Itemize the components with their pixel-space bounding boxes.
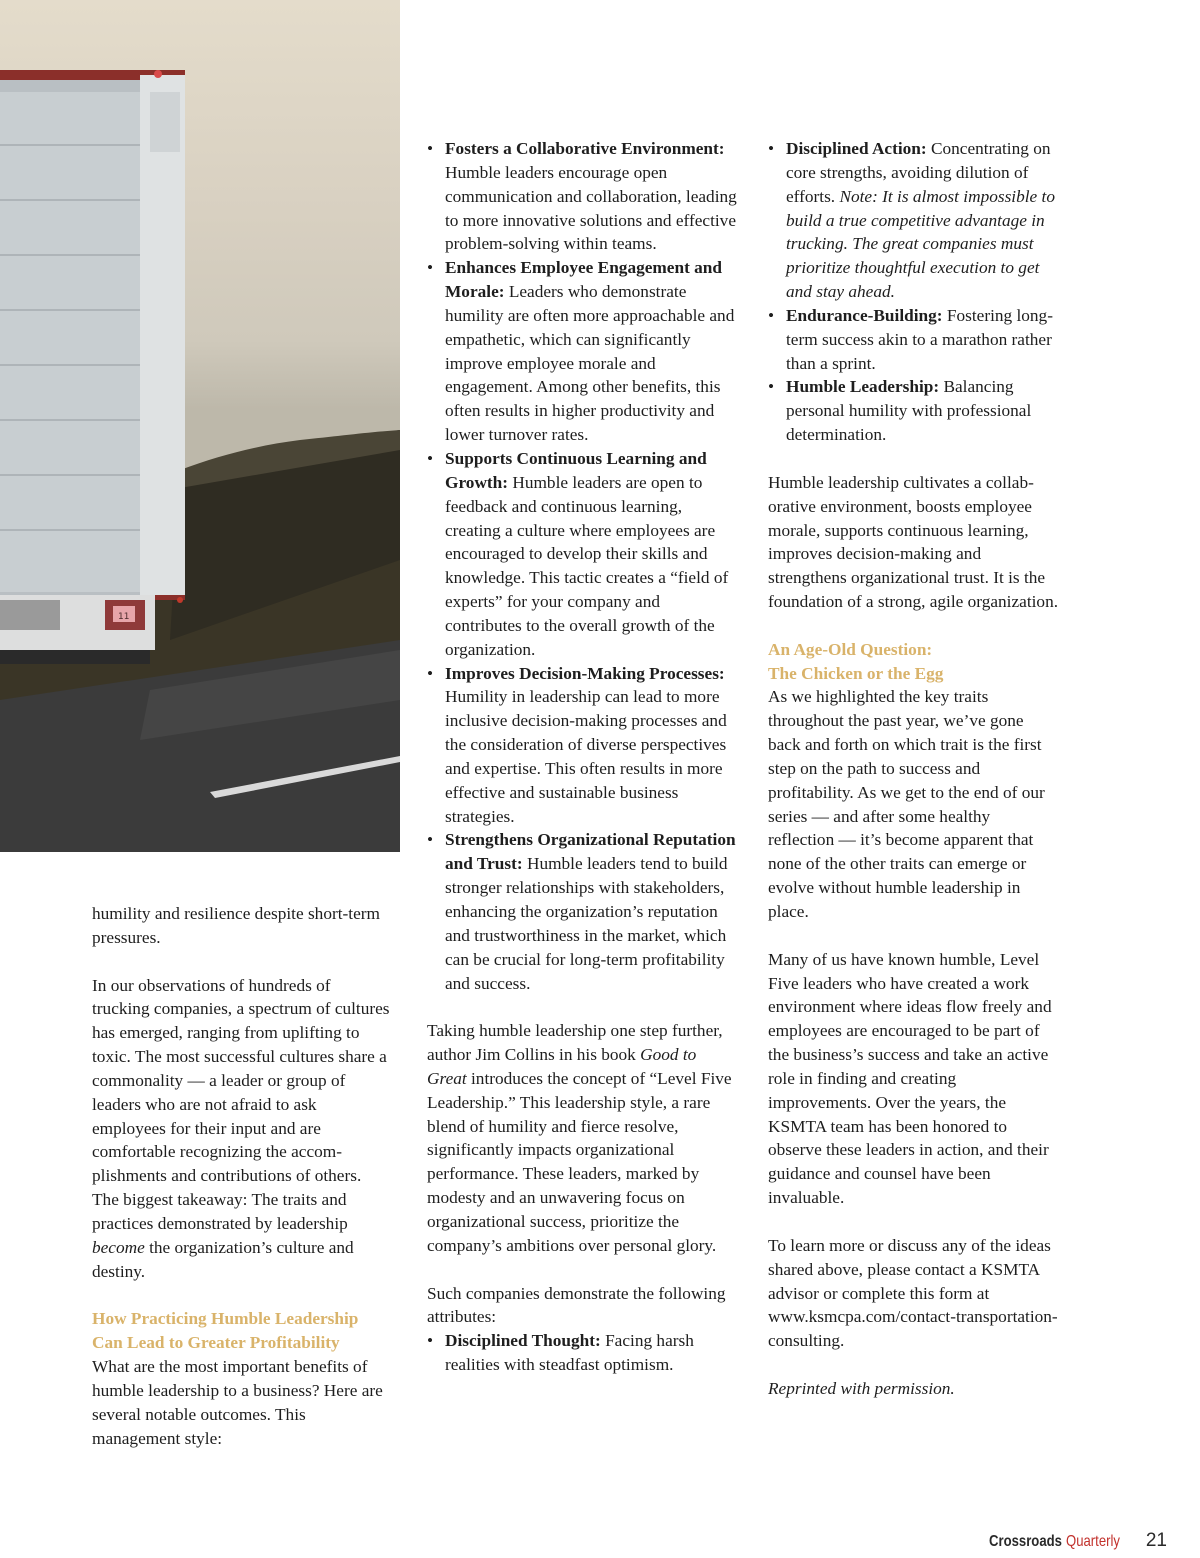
svg-text:11: 11 <box>118 612 130 622</box>
col2-paragraph-2: Such companies demonstrate the following attributes: <box>427 1283 726 1327</box>
col1-paragraph-1: humility and resilience despite short-term pressures. <box>92 904 380 947</box>
list-item: • Strengthens Organizational Reputation and Trust: Humble leaders tend to build stronger relationships with stakeholders, enhancing the organization’s reputation and trustworthiness in the market, which can be crucial for long-term profitability and success. <box>427 828 739 995</box>
col3-paragraph-1: Humble leadership cultivates a collaborative environment, boosts employee morale, supports continuous learning, improves decision-making and strengthens organizational trust. It is the foundation of a strong, agile organization. <box>768 472 1059 612</box>
benefits-list <box>427 137 739 995</box>
truck-rear-icon <box>0 0 400 852</box>
truck-photo <box>0 0 400 852</box>
list-item: • Endurance-Building: Fostering long-term success akin to a marathon rather than a sprint. <box>768 304 1060 376</box>
list-item: • Disciplined Thought: Facing harsh realities with steadfast optimism. <box>427 1329 739 1377</box>
col3-paragraph-2: As we highlighted the key traits throughout the past year, we’ve gone back and forth on which trait is the first step on the path to success and profitability. As we get to the end of our series — and after some healthy reflection — it’s become apparent that none of the other traits can emerge or evolve without humble leadership in place. <box>768 687 1045 921</box>
list-item: • Improves Decision-Making Processes: Humility in leadership can lead to more inclusive decision-making processes and the consideration of diverse perspectives and expertise. This often results in more effective and sustainable business strategies. <box>427 662 739 829</box>
list-item: • Fosters a Collaborative Environment: Humble leaders encourage open communication and collaboration, leading to more innovative solutions and effective problem-solving within teams. <box>427 137 739 256</box>
col3-paragraph-3: Many of us have known humble, Level Five leaders who have created a work environment where ideas flow freely and employees are encouraged to be part of the business’s success and take an active role in finding and creating improvements. Over the years, the KSMTA team has been honored to observe these leaders in action, and their guidance and counsel have been invaluable. <box>768 949 1052 1208</box>
list-item: • Supports Continuous Learning and Growth: Humble leaders are open to feedback and continuous learning, creating a culture where employees are encouraged to develop their skills and knowledge. This tactic creates a “field of experts” for your company and contributes to the overall growth of the organization. <box>427 447 739 662</box>
column-2 <box>427 137 739 1377</box>
list-item: • Enhances Employee Engagement and Morale: Leaders who demonstrate humility are often more approachable and empathetic, which can significantly improve employee morale and engagement. Among other benefits, this often results in higher productivity and lower turnover rates. <box>427 256 739 447</box>
column-1 <box>92 902 392 1450</box>
magazine-brand-light: Quarterly <box>1066 1533 1121 1550</box>
col2-paragraph-1: Taking humble leadership one step further, author Jim Collins in his book Good to Great introduces the concept of “Level Five Leadership.” This leadership style, a rare blend of humility and fierce resolve, significantly impacts organizational performance. These leaders, marked by modesty and an unwavering focus on organizational success, prioritize the company’s ambitions over personal glory. <box>427 1021 732 1255</box>
col1-paragraph-3: What are the most important benefits of humble leadership to a business? Here are several notable outcomes. This management style: <box>92 1357 383 1448</box>
col3-paragraph-4: To learn more or discuss any of the ideas shared above, please contact a KSMTA advisor or complete this form at www.ksmcpa.com/contact-transportation-consulting. <box>768 1235 1058 1351</box>
col1-paragraph-2: In our observations of hundreds of trucking companies, a spectrum of cultures has emerged, ranging from uplifting to toxic. The most successful cultures share a commonality — a leader or group of leaders who are not afraid to ask employees for their input and are comfortable recognizing the accomplishments and contributions of others. The biggest takeaway: The traits and practices demonstrated by leadership become the organization’s culture and destiny. <box>92 975 390 1281</box>
list-item: • Disciplined Action: Concentrating on core strengths, avoiding dilution of efforts. Note: It is almost impossible to build a true competitive advantage in trucking. The great companies must prioritize thoughtful execution to get and stay ahead. <box>768 137 1060 304</box>
magazine-brand-bold: Crossroads <box>989 1533 1063 1550</box>
section-heading-chicken-egg: An Age-Old Question: The Chicken or the Egg <box>768 639 944 683</box>
attributes-list-continued <box>768 137 1060 447</box>
column-3 <box>768 137 1060 1401</box>
attributes-list <box>427 1329 739 1377</box>
reprint-note: Reprinted with permission. <box>768 1378 955 1398</box>
section-heading-humble-profitability: How Practicing Humble Leadership Can Lead to Greater Profitability <box>92 1309 359 1353</box>
list-item: • Humble Leadership: Balancing personal humility with professional determination. <box>768 375 1060 447</box>
page-footer <box>973 1530 1167 1552</box>
page-number: 21 <box>1145 1530 1167 1551</box>
